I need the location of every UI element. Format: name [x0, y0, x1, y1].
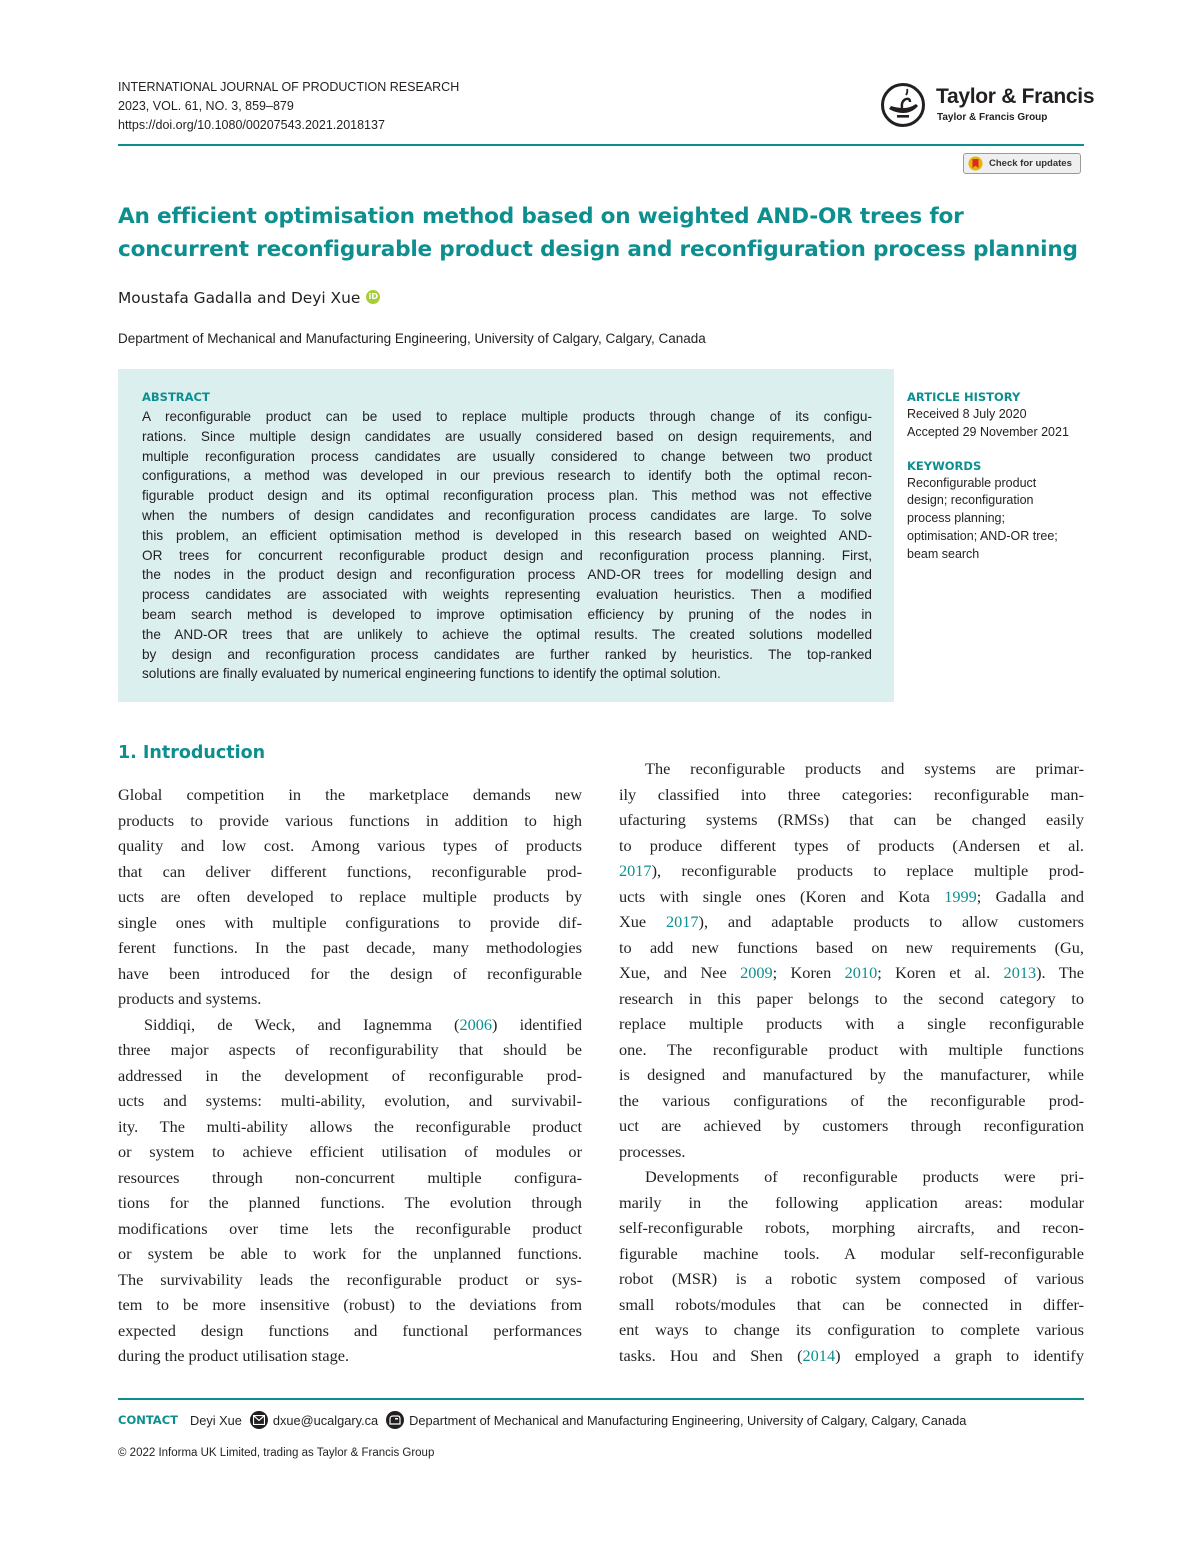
body-line: the various configurations of the reconfigurable prod-	[619, 1090, 1084, 1110]
check-for-updates-label: Check for updates	[989, 158, 1072, 169]
article-sidebar	[907, 388, 1087, 564]
body-line: to produce different types of products (Andersen et al.	[619, 835, 1084, 855]
body-line: robot (MSR) is a robotic system composed of various	[619, 1269, 1084, 1288]
publisher-name: Taylor & Francis	[936, 85, 1095, 108]
body-text: tasks. Hou and Shen (	[619, 1345, 803, 1365]
body-text: ). The	[1036, 963, 1084, 982]
body-line	[619, 960, 1084, 986]
title-line: An efficient optimisation method based on weighted AND-OR trees for	[118, 204, 964, 229]
section-heading-introduction: 1. Introduction	[118, 743, 266, 763]
orcid-icon[interactable]	[366, 290, 380, 304]
citation-link[interactable]: 2010	[844, 963, 878, 982]
abstract-line: this problem, an efficient optimisation method is developed in this research based on weighted AND-	[142, 527, 872, 543]
contact-address: Department of Mechanical and Manufacturing Engineering, University of Calgary, Calgary, Canada	[409, 1412, 967, 1428]
title-line: concurrent reconfigurable product design and reconfiguration process planning	[118, 237, 1078, 262]
body-text: ucts with single ones (Koren and Kota	[619, 886, 945, 906]
right-column	[619, 756, 1084, 1368]
body-line	[619, 858, 1084, 884]
keyword-line: process planning;	[907, 511, 1005, 526]
author-list	[118, 289, 380, 307]
authors-text: Moustafa Gadalla and Deyi Xue	[118, 289, 361, 307]
keyword-line: optimisation; AND-OR tree;	[907, 528, 1058, 543]
body-text: ), and adaptable products to allow customers	[698, 912, 1084, 931]
contact-line	[118, 1411, 966, 1429]
article-history	[907, 406, 1087, 442]
body-line	[619, 1343, 1084, 1369]
body-line: expected design functions and functional performances	[118, 1320, 582, 1340]
body-line: marily in the following application areas: modular	[619, 1192, 1084, 1212]
body-line: ufacturing systems (RMSs) that can be changed easily	[619, 810, 1084, 829]
abstract-line: by design and reconfiguration process candidates are further ranked by heuristics. The top-ranked	[142, 646, 872, 662]
abstract-line: multiple reconfiguration process candidates are usually considered to change between two product	[142, 448, 872, 464]
journal-doi-link[interactable]: https://doi.org/10.1080/00207543.2021.2018137	[118, 118, 385, 132]
body-line	[619, 884, 1084, 910]
body-line: tem to be more insensitive (robust) to the deviations from	[118, 1295, 582, 1314]
article-history-heading: ARTICLE HISTORY	[907, 390, 1021, 404]
body-line: modifications over time lets the reconfigurable product	[118, 1218, 582, 1238]
body-text: ; Koren et al.	[877, 963, 1004, 982]
body-line: The survivability leads the reconfigurable product or sys-	[118, 1269, 582, 1289]
abstract-line: the nodes in the product design and reconfiguration process AND-OR trees for modelling design and	[142, 567, 872, 583]
citation-link[interactable]: 2017	[665, 912, 699, 931]
abstract-line: the AND-OR trees that are unlikely to achieve the optimal results. The created solutions modelled	[142, 626, 872, 642]
body-line: one. The reconfigurable product with multiple functions	[619, 1039, 1084, 1059]
abstract-box	[118, 369, 894, 702]
affiliation: Department of Mechanical and Manufacturing Engineering, University of Calgary, Calgary, Canada	[118, 331, 706, 346]
body-line: small robots/modules that can be connected in differ-	[619, 1294, 1084, 1314]
body-line: ferent functions. In the past decade, many methodologies	[118, 938, 582, 957]
footer-divider	[118, 1398, 1084, 1400]
abstract-line: figurable product design and its optimal reconfiguration process plan. This method was not effective	[142, 488, 872, 504]
body-line: three major aspects of reconfigurability that should be	[118, 1040, 582, 1059]
body-line: replace multiple products with a single reconfigurable	[619, 1014, 1084, 1033]
abstract-line: rations. Since multiple design candidates are usually considered based on design requirements, and	[142, 428, 872, 444]
body-line: is designed and manufactured by the manufacturer, while	[619, 1065, 1084, 1084]
abstract-line: solutions are finally evaluated by numerical engineering functions to identify the optimal solution.	[142, 666, 721, 682]
abstract-line: OR trees for concurrent reconfigurable product design and reconfiguration process planning. First,	[142, 547, 872, 563]
body-line: self-reconfigurable robots, morphing aircrafts, and recon-	[619, 1218, 1084, 1237]
body-line: or system be able to work for the unplanned functions.	[118, 1244, 582, 1263]
body-line: ucts are often developed to replace multiple products by	[118, 887, 582, 906]
body-line: tions for the planned functions. The evolution through	[118, 1193, 582, 1212]
body-line: uct are achieved by customers through reconfiguration	[619, 1116, 1084, 1135]
lamp-logo-icon	[880, 82, 926, 128]
header-divider	[118, 144, 1084, 146]
body-text: Xue	[619, 912, 666, 931]
body-text: Siddiqi, de Weck, and Iagnemma (	[144, 1014, 460, 1034]
citation-link[interactable]: 2014	[802, 1345, 836, 1365]
keyword-line: Reconfigurable product	[907, 475, 1037, 490]
envelope-icon	[250, 1411, 268, 1429]
received-date: Received 8 July 2020	[907, 407, 1027, 421]
journal-name: INTERNATIONAL JOURNAL OF PRODUCTION RESEARCH	[118, 80, 460, 94]
citation-link[interactable]: 2017	[619, 861, 652, 880]
body-line: resources through non-concurrent multiple configura-	[118, 1167, 582, 1187]
bookmark-update-icon	[968, 156, 983, 171]
body-line: processes.	[619, 1141, 686, 1161]
keyword-line: design; reconfiguration	[907, 493, 1034, 508]
abstract-line: process candidates are associated with weights representing evaluation heuristics. Then a modified	[142, 587, 872, 603]
journal-header	[118, 78, 459, 135]
journal-issue: 2023, VOL. 61, NO. 3, 859–879	[118, 99, 294, 113]
paper-title	[118, 200, 1118, 266]
abstract-line: when the numbers of design candidates and reconfiguration process candidates are large. To solve	[142, 507, 872, 523]
abstract-line: A reconfigurable product can be used to replace multiple products through change of its configu-	[142, 409, 872, 424]
body-text: ; Koren	[772, 963, 845, 982]
body-line: ily classified into three categories: reconfigurable man-	[619, 784, 1084, 804]
body-text: ), reconfigurable products to replace multiple prod-	[651, 861, 1084, 880]
keywords-heading: KEYWORDS	[907, 458, 982, 473]
keywords-list	[907, 475, 1087, 564]
abstract-line: configurations, a method was developed in our previous research to identify both the optimal recon-	[142, 468, 872, 484]
body-text: Xue, and Nee	[619, 963, 741, 982]
body-line: figurable machine tools. A modular self-reconfigurable	[619, 1243, 1084, 1263]
orcid-label: iD	[368, 292, 379, 301]
body-line: The reconfigurable products and systems are primar-	[645, 759, 1084, 778]
body-line: single ones with multiple configurations to provide dif-	[118, 912, 582, 932]
publisher-logo	[880, 82, 1095, 128]
body-line: products and systems.	[118, 989, 262, 1008]
body-line: have been introduced for the design of reconfigurable	[118, 963, 582, 983]
mailbox-icon	[386, 1411, 404, 1429]
citation-link[interactable]: 2013	[1003, 963, 1037, 982]
contact-label: CONTACT	[118, 1413, 178, 1427]
keyword-line: beam search	[907, 546, 980, 561]
citation-link[interactable]: 1999	[944, 886, 977, 906]
copyright-notice: © 2022 Informa UK Limited, trading as Taylor & Francis Group	[118, 1447, 435, 1459]
body-line: addressed in the development of reconfigurable prod-	[118, 1065, 582, 1085]
body-text: ) identified	[492, 1014, 582, 1034]
citation-link[interactable]: 2009	[740, 963, 773, 982]
body-line: ent ways to change its configuration to complete various	[619, 1320, 1084, 1339]
body-line: ucts and systems: multi-ability, evolution, and survivabil-	[118, 1091, 582, 1110]
abstract-heading: ABSTRACT	[142, 390, 210, 404]
body-line: or system to achieve efficient utilisation of modules or	[118, 1142, 582, 1161]
body-line: Developments of reconfigurable products were pri-	[645, 1167, 1084, 1186]
check-for-updates-button[interactable]	[963, 153, 1081, 174]
body-text: ) employed a graph to identify	[835, 1345, 1084, 1365]
body-line: products to provide various functions in addition to high	[118, 810, 582, 830]
body-text: ; Gadalla and	[976, 886, 1084, 906]
contact-email-link[interactable]: dxue@ucalgary.ca	[272, 1412, 379, 1428]
publisher-group: Taylor & Francis Group	[937, 112, 1048, 123]
body-line: to add new functions based on new requirements (Gu,	[619, 937, 1084, 957]
body-line: ity. The multi-ability allows the reconfigurable product	[118, 1116, 582, 1136]
body-line: Global competition in the marketplace demands new	[118, 785, 582, 804]
abstract-text	[142, 407, 872, 684]
body-line: that can deliver different functions, reconfigurable prod-	[118, 861, 582, 881]
body-line: research in this paper belongs to the second category to	[619, 988, 1084, 1008]
citation-link[interactable]: 2006	[459, 1014, 492, 1034]
body-line: during the product utilisation stage.	[118, 1346, 350, 1365]
body-line: quality and low cost. Among various types of products	[118, 836, 582, 855]
abstract-line: beam search method is developed to improve optimisation efficiency by pruning of the nodes in	[142, 606, 872, 622]
left-column	[118, 782, 582, 1369]
body-line	[619, 909, 1084, 935]
accepted-date: Accepted 29 November 2021	[907, 424, 1069, 439]
contact-name: Deyi Xue	[189, 1412, 242, 1428]
body-line	[118, 1012, 582, 1038]
